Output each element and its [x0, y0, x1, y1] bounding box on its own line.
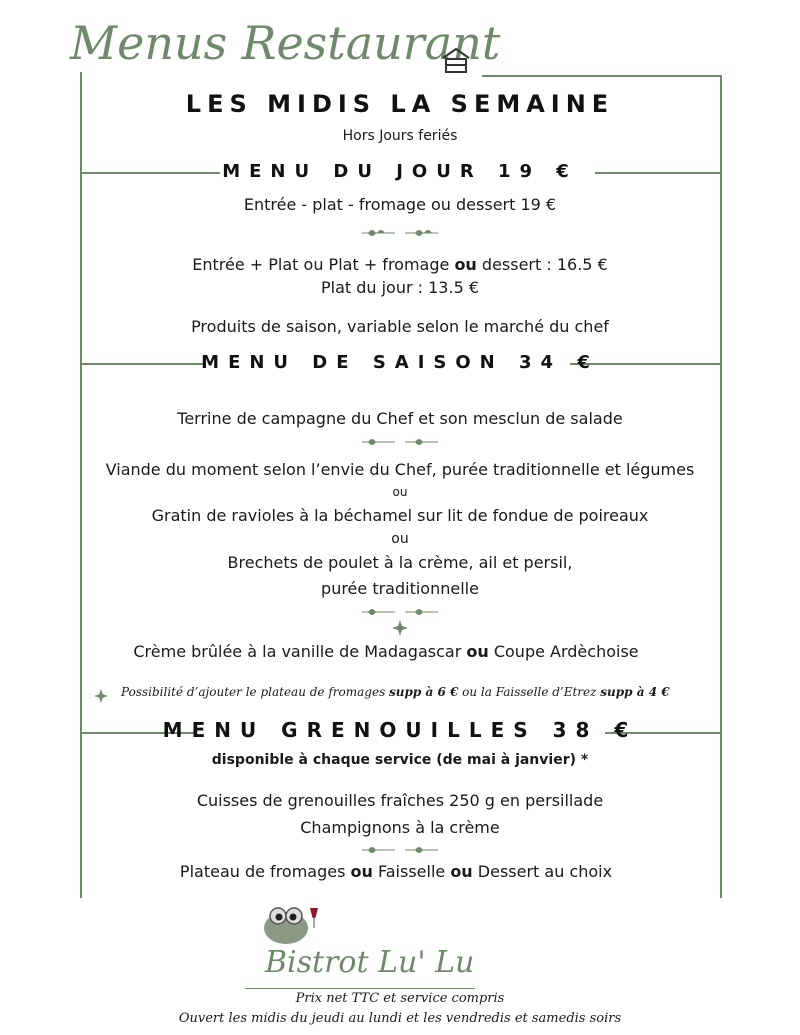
- text: Coupe Ardèchoise: [488, 642, 639, 661]
- saison-ou1: ou: [392, 485, 408, 499]
- menu-jour-line4: Produits de saison, variable selon le marché du chef: [191, 317, 609, 336]
- grenouilles-line3: [0, 862, 792, 881]
- brand-title: Menus Restaurant: [70, 16, 501, 70]
- saison-note: [121, 685, 670, 699]
- text-bold: supp à 4 €: [600, 685, 670, 699]
- saison-dessert: [0, 642, 772, 661]
- menu-jour-title: MENU DU JOUR 19 €: [222, 161, 578, 182]
- menu-jour-line3: Plat du jour : 13.5 €: [320, 278, 480, 297]
- saison-plat3a: Brechets de poulet à la crème, ail et persil,: [227, 553, 573, 572]
- frog-mascot-icon: [258, 900, 328, 950]
- text-bold: ou: [454, 255, 477, 274]
- text: Crème brûlée à la vanille de Madagascar: [133, 642, 467, 661]
- text: ou la Faisselle d’Etrez: [458, 685, 601, 699]
- menu-jour-line2: [0, 255, 800, 274]
- leaf-divider-icon: [0, 842, 800, 861]
- text: Dessert au choix: [472, 862, 613, 881]
- logo-text: Bistrot Lu' Lu: [265, 945, 475, 980]
- footer-line2: Ouvert les midis du jeudi au lundi et les vendredis et samedis soirs: [178, 1011, 622, 1026]
- saison-ou2: ou: [391, 531, 409, 547]
- text: dessert : 16.5 €: [476, 255, 608, 274]
- footer-line1: Prix net TTC et service compris: [295, 991, 505, 1006]
- text: Entrée + Plat ou Plat + fromage: [192, 255, 455, 274]
- saison-plat3b: purée traditionnelle: [321, 579, 479, 598]
- text: Possibilité d’ajouter le plateau de fromages: [121, 685, 390, 699]
- frame-top-line: [482, 75, 722, 77]
- saison-plat1: Viande du moment selon l’envie du Chef, purée traditionnelle et légumes: [105, 460, 695, 479]
- text-bold: ou: [450, 862, 473, 881]
- text: Faisselle: [372, 862, 451, 881]
- logo-underline: [245, 988, 475, 989]
- section-title: LES MIDIS LA SEMAINE: [185, 90, 615, 118]
- text-bold: supp à 6 €: [389, 685, 459, 699]
- menu-jour-line1: Entrée - plat - fromage ou dessert 19 €: [243, 195, 557, 214]
- menu-saison-title: MENU DE SAISON 34 €: [201, 352, 599, 373]
- grenouilles-line1: Cuisses de grenouilles fraîches 250 g en persillade: [196, 791, 604, 810]
- menu-grenouilles-title: MENU GRENOUILLES 38 €: [162, 718, 638, 742]
- text-bold: ou: [466, 642, 489, 661]
- home-icon: [440, 46, 472, 74]
- text: Plateau de fromages: [179, 862, 351, 881]
- leaf-divider-icon: [0, 434, 800, 453]
- grenouilles-availability: disponible à chaque service (de mai à janvier) *: [211, 752, 589, 768]
- grenouilles-line2: Champignons à la crème: [300, 818, 500, 837]
- leaf-divider-icon: [0, 225, 800, 244]
- text-bold: ou: [350, 862, 373, 881]
- sparkle-icon: [0, 620, 800, 640]
- saison-entree: Terrine de campagne du Chef et son mesclun de salade: [177, 409, 623, 428]
- sparkle-icon: [94, 688, 108, 707]
- section-subtitle: Hors Jours feriés: [342, 128, 458, 144]
- saison-plat2: Gratin de ravioles à la béchamel sur lit de fondue de poireaux: [151, 506, 649, 525]
